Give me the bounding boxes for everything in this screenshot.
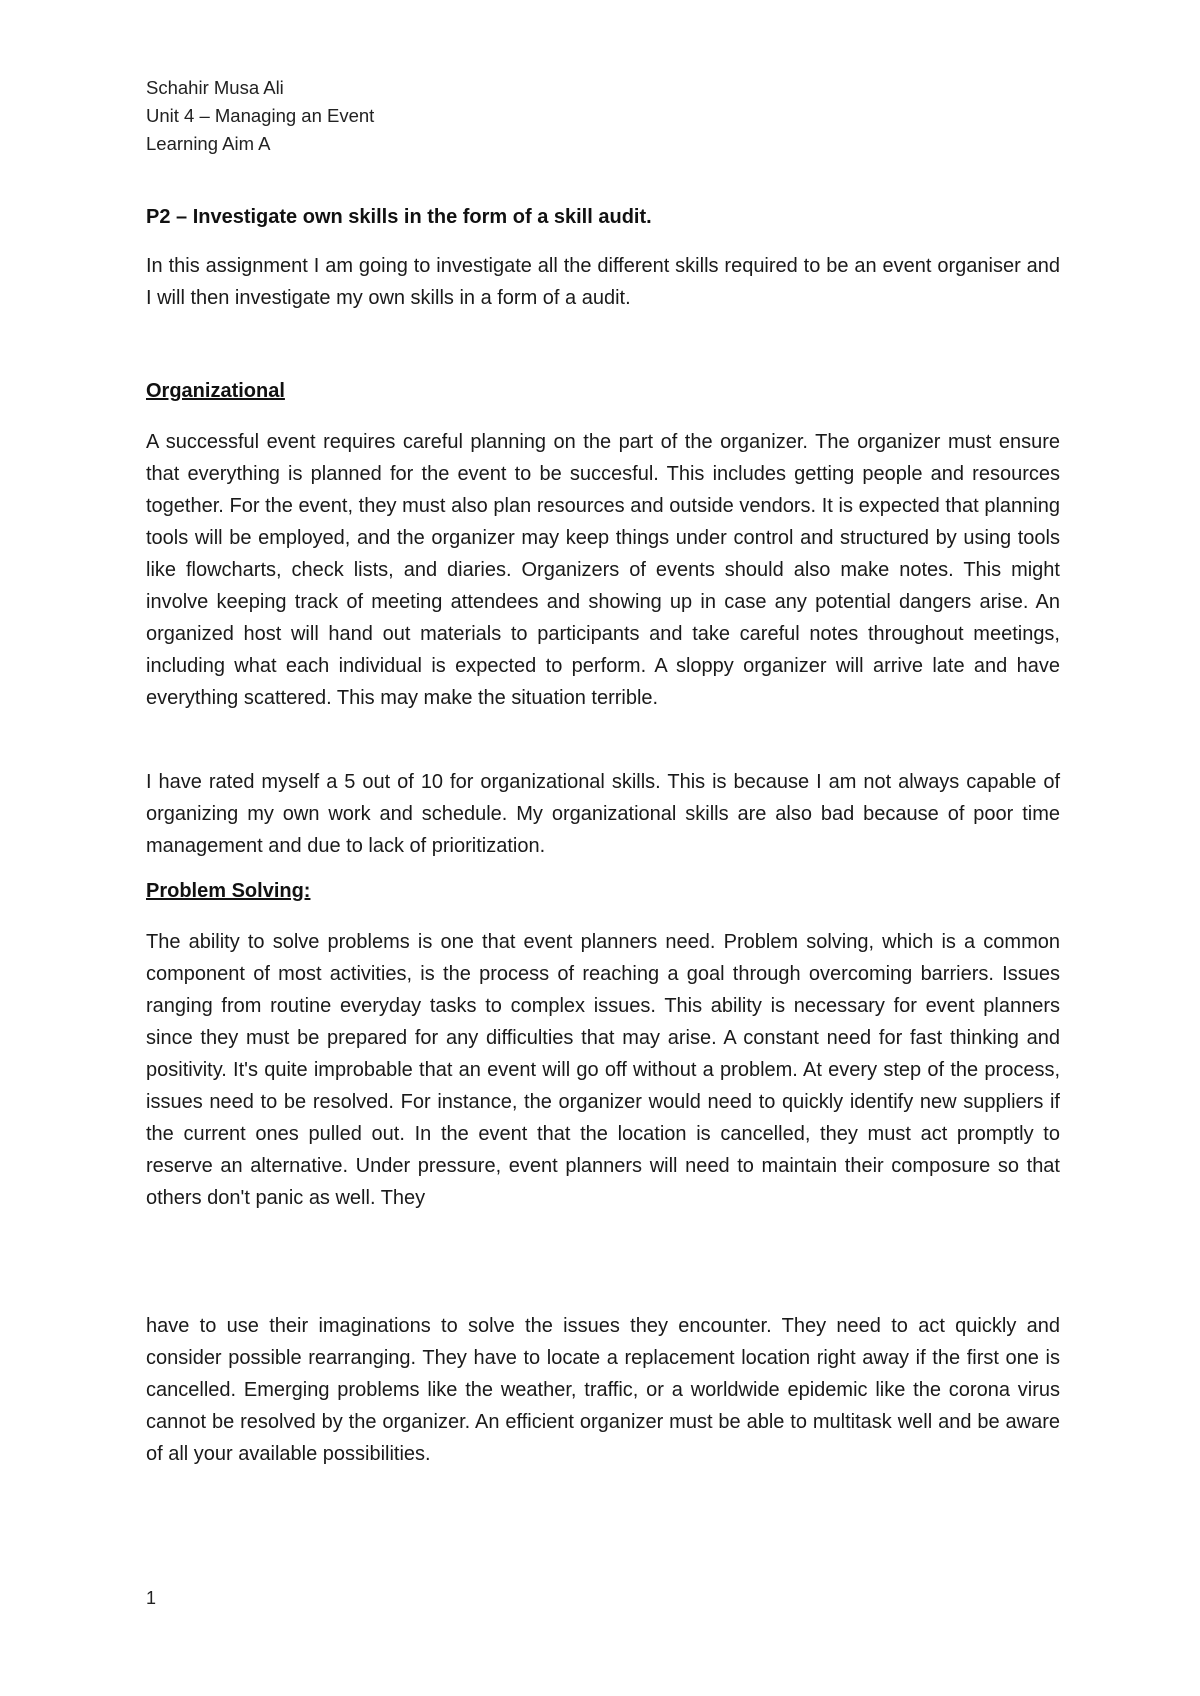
organizational-rating: I have rated myself a 5 out of 10 for organizational skills. This is because I am not always capable of organizing my own work and schedule. My organizational skills are also bad because of poor time management and due to lack of prioritization. bbox=[146, 771, 1060, 857]
unit-title: Unit 4 – Managing an Event bbox=[146, 105, 375, 126]
intro-paragraph: In this assignment I am going to investigate all the different skills required to be an event organiser and I will then investigate my own skills in a form of a audit. bbox=[146, 255, 1060, 309]
organizational-heading: Organizational bbox=[146, 380, 285, 402]
problem-solving-heading: Problem Solving: bbox=[146, 880, 311, 902]
page-number: 1 bbox=[146, 1588, 157, 1608]
document-header bbox=[146, 74, 1060, 158]
learning-aim: Learning Aim A bbox=[146, 133, 271, 154]
problem-solving-continuation: have to use their imaginations to solve the issues they encounter. They need to act quickly and consider possible rearranging. They have to locate a replacement location right away if the first one is cancelled. Emerging problems like the weather, traffic, or a worldwide epidemic like the corona virus cannot be resolved by the organizer. An efficient organizer must be able to multitask well and be aware of all your available possibilities. bbox=[146, 1315, 1060, 1465]
problem-solving-body: The ability to solve problems is one that event planners need. Problem solving, which is a common component of most activities, is the process of reaching a goal through overcoming barriers. Issues ranging from routine everyday tasks to complex issues. This ability is necessary for event planners since they must be prepared for any difficulties that may arise. A constant need for fast thinking and positivity. It's quite improbable that an event will go off without a problem. At every step of the process, issues need to be resolved. For instance, the organizer would need to quickly identify new suppliers if the current ones pulled out. In the event that the location is cancelled, they must act promptly to reserve an alternative. Under pressure, event planners will need to maintain their composure so that others don't panic as well. They bbox=[146, 931, 1060, 1209]
author-name: Schahir Musa Ali bbox=[146, 77, 284, 98]
assignment-title: P2 – Investigate own skills in the form of a skill audit. bbox=[146, 206, 652, 228]
organizational-body: A successful event requires careful planning on the part of the organizer. The organizer must ensure that everything is planned for the event to be succesful. This includes getting people and resources together. For the event, they must also plan resources and outside vendors. It is expected that planning tools will be employed, and the organizer may keep things under control and structured by using tools like flowcharts, check lists, and diaries. Organizers of events should also make notes. This might involve keeping track of meeting attendees and showing up in case any potential dangers arise. An organized host will hand out materials to participants and take careful notes throughout meetings, including what each individual is expected to perform. A sloppy organizer will arrive late and have everything scattered. This may make the situation terrible. bbox=[146, 431, 1060, 709]
